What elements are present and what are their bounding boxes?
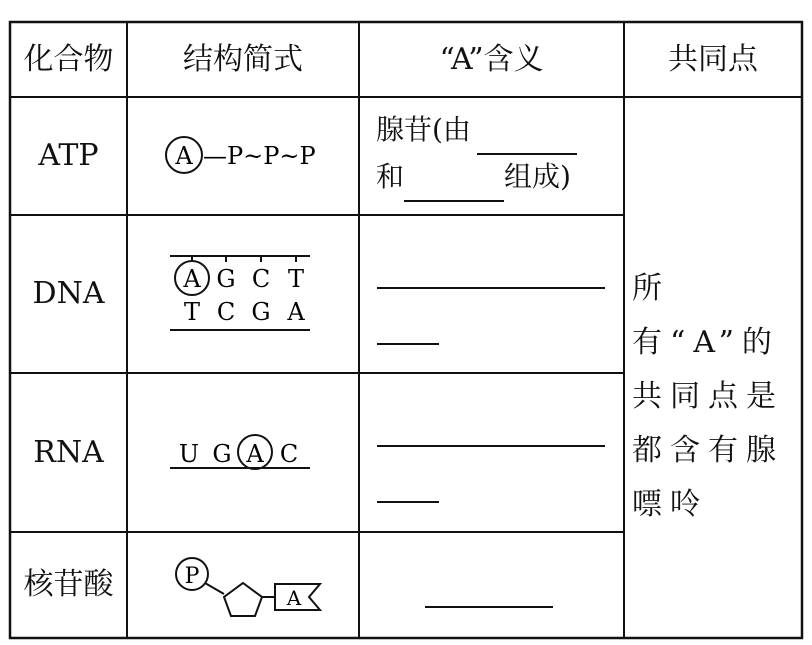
row-name-atp: ATP	[38, 138, 99, 173]
common-point-text: 所有“A”的共同点是都含有腺嘌呤	[632, 271, 784, 522]
svg-text:G: G	[251, 298, 271, 326]
answer-blank-rna-1[interactable]	[377, 420, 605, 447]
row-name-dna: DNA	[32, 276, 105, 311]
svg-text:C: C	[279, 440, 299, 468]
meaning-atp-line1: 腺苷(由	[376, 113, 471, 146]
row-name-nucleotide: 核苷酸	[23, 567, 114, 602]
svg-text:A: A	[175, 142, 193, 170]
rna-structure	[170, 435, 310, 469]
header-meaning: “A”含义	[439, 41, 544, 77]
svg-text:G: G	[212, 440, 232, 468]
atp-structure	[166, 137, 316, 173]
svg-text:G: G	[216, 265, 236, 293]
meaning-atp	[376, 108, 616, 202]
answer-blank-nucleotide[interactable]	[425, 581, 553, 608]
svg-text:—P~P~P: —P~P~P	[203, 142, 316, 170]
svg-text:T: T	[287, 265, 305, 293]
svg-text:C: C	[251, 265, 271, 293]
header-compound: 化合物	[23, 41, 114, 77]
svg-text:P: P	[184, 564, 200, 589]
svg-text:A: A	[287, 298, 305, 326]
svg-text:A: A	[183, 265, 201, 293]
nucleotide-structure	[176, 558, 320, 616]
answer-blank-dna-2[interactable]	[377, 318, 439, 345]
meaning-atp-line2b: 组成)	[504, 159, 571, 193]
svg-text:T: T	[183, 298, 201, 326]
answer-blank[interactable]	[404, 155, 504, 202]
answer-blank[interactable]	[477, 108, 577, 155]
answer-blank-rna-2[interactable]	[377, 476, 439, 503]
svg-text:A: A	[246, 440, 264, 468]
row-name-rna: RNA	[33, 434, 104, 470]
meaning-atp-line2a: 和	[376, 159, 405, 193]
header-structure: 结构简式	[183, 41, 303, 77]
dna-structure	[170, 256, 310, 330]
svg-text:A: A	[286, 586, 302, 610]
svg-text:U: U	[178, 440, 200, 468]
answer-blank-dna-1[interactable]	[377, 262, 605, 289]
header-common: 共同点	[668, 41, 758, 77]
svg-text:C: C	[216, 298, 236, 326]
